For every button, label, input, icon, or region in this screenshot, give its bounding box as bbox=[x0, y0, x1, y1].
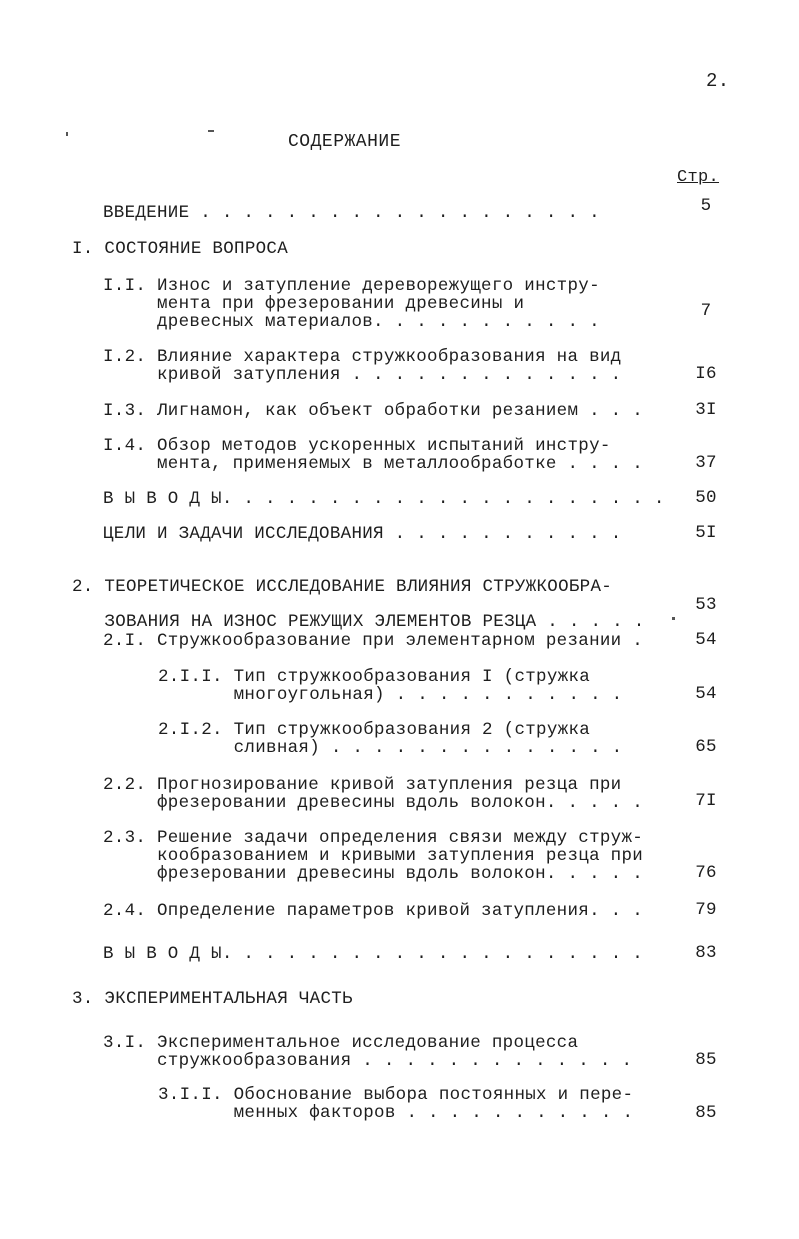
toc-entry bbox=[158, 668, 622, 704]
toc-entry-line: 3.I.I. Обоснование выбора постоянных и пере- bbox=[158, 1085, 634, 1105]
toc-entry-line: 2.2. Прогнозирование кривой затупления резца при bbox=[103, 775, 622, 795]
toc-entry bbox=[103, 490, 665, 508]
toc-page-number: 54 bbox=[695, 630, 717, 650]
toc-entry bbox=[103, 204, 600, 222]
toc-entry bbox=[72, 990, 353, 1008]
toc-entry-line: многоугольная) . . . . . . . . . . . bbox=[158, 685, 623, 705]
toc-page-number: 5I bbox=[695, 523, 717, 543]
toc-entry-line: I.3. Лигнамон, как объект обработки резанием . . . bbox=[103, 401, 644, 421]
toc-leader-dots: . . . . . . . . . . . . . . . . . . . . . bbox=[221, 489, 665, 509]
toc-entry bbox=[103, 402, 643, 420]
toc-entry-line: ВВЕДЕНИЕ . . . . . . . . . . . . . . . . . . . bbox=[103, 203, 600, 223]
toc-leader-dots: . . . . . bbox=[545, 864, 644, 884]
toc-entry-line: фрезеровании древесины вдоль волокон. . . . . bbox=[103, 864, 644, 884]
toc-entry bbox=[103, 1034, 632, 1070]
toc-entry-line: I.I. Износ и затупление дереворежущего инстру- bbox=[103, 276, 600, 296]
toc-entry-line: 2. ТЕОРЕТИЧЕСКОЕ ИССЛЕДОВАНИЕ ВЛИЯНИЯ СТРУЖКООБРА- bbox=[72, 577, 613, 597]
toc-entry bbox=[103, 525, 622, 543]
toc-entry-line: I.2. Влияние характера стружкообразования на вид bbox=[103, 347, 622, 367]
toc-page-number: 3I bbox=[695, 400, 717, 420]
scan-speck bbox=[66, 132, 68, 136]
toc-entry-line: фрезеровании древесины вдоль волокон. . . . . bbox=[103, 793, 644, 813]
toc-entry bbox=[103, 902, 643, 920]
toc-page-number: 85 bbox=[695, 1103, 717, 1123]
toc-page-number: 53 bbox=[695, 595, 717, 615]
toc-entry-line: стружкообразования . . . . . . . . . . . . . bbox=[103, 1051, 633, 1071]
toc-leader-dots: . . . . . . . . . . . . . . bbox=[320, 738, 623, 758]
toc-entry bbox=[103, 277, 600, 331]
toc-entry-line: I.4. Обзор методов ускоренных испытаний инстру- bbox=[103, 436, 611, 456]
toc-entry-line: 2.I. Стружкообразование при элементарном резании . bbox=[103, 631, 644, 651]
toc-entry-line: 3. ЭКСПЕРИМЕНТАЛЬНАЯ ЧАСТЬ bbox=[72, 989, 353, 1009]
toc-entry bbox=[103, 829, 643, 883]
toc-page-number: I6 bbox=[695, 364, 717, 384]
scan-speck bbox=[208, 130, 214, 132]
toc-page-number: 37 bbox=[695, 453, 717, 473]
toc-entry-line: кообразованием и кривыми затупления резца при bbox=[103, 846, 644, 866]
toc-leader-dots: . . . . . . . . . . . bbox=[373, 312, 600, 332]
toc-leader-dots: . . . . . . . . . . . . . . . . . . . bbox=[189, 203, 600, 223]
toc-page-number: 7 bbox=[700, 301, 712, 321]
toc-leader-dots: . . . . . . . . . . . . . bbox=[340, 365, 622, 385]
page-column-label: Стр. bbox=[677, 168, 720, 187]
toc-entry-line: В Ы В О Д Ы. . . . . . . . . . . . . . . . . . . . . bbox=[103, 489, 665, 509]
toc-entry-line: 2.I.I. Тип стружкообразования I (стружка bbox=[158, 667, 591, 687]
toc-entry-line: 2.4. Определение параметров кривой затупления. . . bbox=[103, 901, 644, 921]
toc-leader-dots: . . . . . . . . . . . bbox=[384, 685, 623, 705]
toc-leader-dots: . . . . . bbox=[545, 793, 644, 813]
toc-entry-line: В Ы В О Д Ы. . . . . . . . . . . . . . . . . . . . bbox=[103, 944, 644, 964]
toc-entry-line: мента, применяемых в металлообработке . . . . bbox=[103, 454, 644, 474]
toc-leader-dots: . . . . . . . . . . . . . bbox=[351, 1051, 633, 1071]
toc-page-number: 54 bbox=[695, 684, 717, 704]
toc-page-number: 85 bbox=[695, 1050, 717, 1070]
toc-leader-dots: . . . . . . . . . . . . . . . . . . . . bbox=[221, 944, 644, 964]
page-title: СОДЕРЖАНИЕ bbox=[288, 132, 402, 152]
toc-leader-dots: . . . bbox=[589, 901, 644, 921]
toc-page-number: 79 bbox=[695, 900, 717, 920]
toc-entry-line: I. СОСТОЯНИЕ ВОПРОСА bbox=[72, 239, 289, 259]
toc-page-number: 76 bbox=[695, 863, 717, 883]
toc-page-number: 83 bbox=[695, 943, 717, 963]
toc-leader-dots: . . . bbox=[578, 401, 644, 421]
toc-leader-dots: . . . . . . . . . . . bbox=[395, 1103, 634, 1123]
toc-page-number: 65 bbox=[695, 737, 717, 757]
toc-leader-dots: . bbox=[621, 631, 644, 651]
toc-entry-line: 3.I. Экспериментальное исследование процесса bbox=[103, 1033, 579, 1053]
scan-speck bbox=[672, 617, 675, 620]
toc-page-number: 7I bbox=[695, 791, 717, 811]
toc-entry-line: ЗОВАНИЯ НА ИЗНОС РЕЖУЩИХ ЭЛЕМЕНТОВ РЕЗЦА . . . . . bbox=[72, 612, 645, 632]
toc-page-number: 50 bbox=[695, 488, 717, 508]
toc-entry-line: ЦЕЛИ И ЗАДАЧИ ИССЛЕДОВАНИЯ . . . . . . . . . . . bbox=[103, 524, 622, 544]
toc-entry bbox=[103, 945, 643, 963]
toc-entry bbox=[72, 240, 288, 258]
toc-leader-dots: . . . . . . . . . . . bbox=[383, 524, 622, 544]
toc-leader-dots: . . . . . bbox=[536, 612, 645, 632]
toc-entry bbox=[103, 776, 643, 812]
toc-page-number: 5 bbox=[700, 196, 712, 216]
toc-entry-line: менных факторов . . . . . . . . . . . bbox=[158, 1103, 634, 1123]
toc-entry-line: сливная) . . . . . . . . . . . . . . bbox=[158, 738, 623, 758]
toc-entry bbox=[103, 632, 643, 650]
toc-leader-dots: . . . . bbox=[556, 454, 644, 474]
toc-entry-line: древесных материалов. . . . . . . . . . . bbox=[103, 312, 600, 332]
toc-entry bbox=[103, 437, 643, 473]
toc-entry-line: 2.I.2. Тип стружкообразования 2 (стружка bbox=[158, 720, 591, 740]
toc-entry-line: 2.3. Решение задачи определения связи между струж- bbox=[103, 828, 644, 848]
toc-entry bbox=[103, 348, 622, 384]
toc-entry bbox=[72, 570, 645, 640]
toc-entry-line: мента при фрезеровании древесины и bbox=[103, 294, 525, 314]
toc-entry bbox=[158, 721, 622, 757]
toc-entry bbox=[158, 1086, 633, 1122]
page-number: 2. bbox=[706, 70, 730, 92]
toc-entry-line: кривой затупления . . . . . . . . . . . . . bbox=[103, 365, 622, 385]
